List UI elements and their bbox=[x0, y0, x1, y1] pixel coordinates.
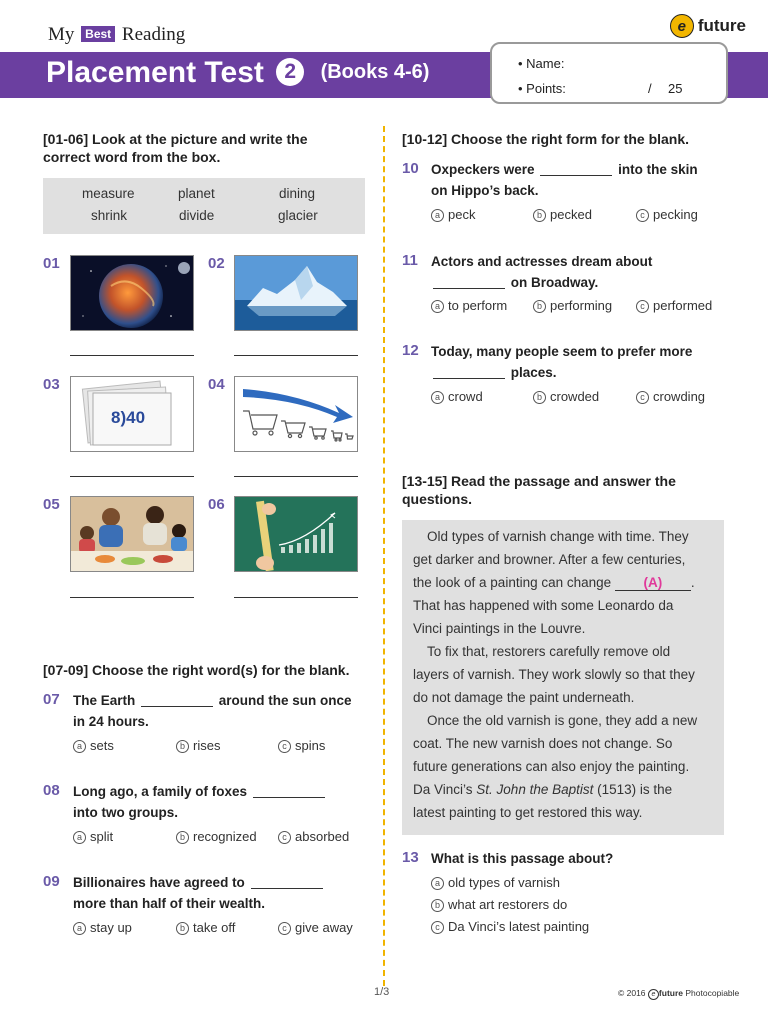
word-box-item: dining bbox=[279, 186, 316, 201]
series-logo bbox=[48, 24, 185, 46]
option-label: old types of varnish bbox=[448, 875, 561, 890]
option-mark-b-icon: b bbox=[176, 922, 189, 935]
passage-line bbox=[413, 575, 695, 591]
answer-line[interactable] bbox=[70, 597, 194, 598]
option-label: what art restorers do bbox=[448, 897, 568, 912]
option-mark-a-icon: a bbox=[73, 831, 86, 844]
option-mark-b-icon: b bbox=[533, 209, 546, 222]
option-mark-a-icon: a bbox=[73, 922, 86, 935]
option-c[interactable] bbox=[278, 829, 349, 844]
passage-line bbox=[413, 782, 672, 797]
option-mark-b-icon: b bbox=[176, 740, 189, 753]
family-dining-image bbox=[70, 496, 194, 572]
question-line: Actors and actresses dream about bbox=[431, 254, 653, 269]
question-part: on Broadway. bbox=[510, 275, 599, 290]
option-b[interactable] bbox=[431, 897, 567, 912]
planet-earth-image bbox=[70, 255, 194, 331]
option-label: spins bbox=[295, 738, 326, 753]
passage-line: Old types of varnish change with time. They bbox=[427, 529, 689, 544]
option-mark-a-icon: a bbox=[431, 300, 444, 313]
option-label: crowded bbox=[550, 389, 600, 404]
glacier-image bbox=[234, 255, 358, 331]
option-label: Da Vinci’s latest painting bbox=[448, 919, 590, 934]
question-line: more than half of their wealth. bbox=[73, 896, 266, 911]
question-text: What is this passage about? bbox=[431, 851, 614, 866]
question-part: Billionaires have agreed to bbox=[73, 875, 245, 890]
publisher-name: future bbox=[697, 16, 746, 35]
option-mark-c-icon: c bbox=[636, 209, 649, 222]
section-07-09-heading: [07-09] Choose the right word(s) for the blank. bbox=[43, 662, 350, 678]
question-number: 13 bbox=[402, 849, 419, 866]
question-number: 04 bbox=[208, 376, 225, 393]
question-text bbox=[431, 159, 698, 201]
option-label: crowding bbox=[653, 389, 706, 404]
brand-reading: Reading bbox=[121, 24, 186, 45]
option-label: take off bbox=[193, 920, 236, 935]
option-b[interactable] bbox=[176, 738, 220, 753]
option-label: sets bbox=[90, 738, 114, 753]
option-mark-b-icon: b bbox=[533, 391, 546, 404]
passage-line: get darker and browner. After a few centuries, bbox=[413, 552, 686, 567]
question-number: 06 bbox=[208, 496, 225, 513]
question-part: into the skin bbox=[618, 162, 698, 177]
heading-line: [13-15] Read the passage and answer the bbox=[402, 473, 676, 489]
question-line bbox=[431, 362, 692, 383]
option-b[interactable] bbox=[533, 389, 599, 404]
option-mark-b-icon: b bbox=[533, 300, 546, 313]
option-label: recognized bbox=[193, 829, 257, 844]
question-line bbox=[431, 272, 652, 293]
question-number: 05 bbox=[43, 496, 60, 513]
photocopiable-text: Photocopiable bbox=[685, 988, 740, 998]
answer-blank[interactable] bbox=[433, 274, 505, 289]
option-label: to perform bbox=[448, 298, 508, 313]
question-number: 01 bbox=[43, 255, 60, 272]
copyright-notice bbox=[618, 988, 739, 1000]
passage-line: To fix that, restorers carefully remove old bbox=[427, 644, 671, 659]
option-b[interactable] bbox=[533, 298, 612, 313]
option-b[interactable] bbox=[533, 207, 592, 222]
section-13-15-heading bbox=[402, 472, 676, 508]
shrinking-carts-image bbox=[234, 376, 358, 452]
word-box-item: shrink bbox=[91, 208, 128, 223]
section-10-12-heading: [10-12] Choose the right form for the blank. bbox=[402, 131, 690, 147]
option-a[interactable] bbox=[431, 207, 475, 222]
option-a[interactable] bbox=[431, 875, 560, 890]
publisher-logo bbox=[670, 14, 746, 38]
option-c[interactable] bbox=[278, 920, 353, 935]
answer-blank[interactable] bbox=[251, 874, 323, 889]
option-a[interactable] bbox=[431, 389, 483, 404]
question-number: 07 bbox=[43, 691, 60, 708]
points-label: • Points: bbox=[518, 81, 566, 96]
question-text bbox=[431, 341, 692, 383]
name-points-box bbox=[490, 42, 728, 104]
option-label: rises bbox=[193, 738, 221, 753]
question-part: Oxpeckers were bbox=[431, 162, 535, 177]
section-01-06-heading bbox=[43, 130, 308, 166]
option-a[interactable] bbox=[73, 738, 114, 753]
option-label: crowd bbox=[448, 389, 483, 404]
option-label: performing bbox=[550, 298, 613, 313]
brand-best: Best bbox=[81, 26, 115, 42]
question-part: places. bbox=[510, 365, 557, 380]
e-logo-small-icon: e bbox=[648, 989, 659, 1000]
question-text bbox=[431, 251, 652, 293]
question-line: on Hippo’s back. bbox=[431, 183, 539, 198]
question-number: 02 bbox=[208, 255, 225, 272]
option-mark-b-icon: b bbox=[431, 899, 444, 912]
option-mark-c-icon: c bbox=[636, 391, 649, 404]
question-text bbox=[73, 781, 327, 823]
question-line: Today, many people seem to prefer more bbox=[431, 344, 693, 359]
brand-my: My bbox=[48, 24, 75, 45]
blank-a bbox=[615, 575, 691, 591]
question-line: into two groups. bbox=[73, 805, 178, 820]
test-number-badge: 2 bbox=[276, 58, 304, 86]
option-label: absorbed bbox=[295, 829, 350, 844]
answer-line[interactable] bbox=[70, 476, 194, 477]
option-c[interactable] bbox=[636, 298, 712, 313]
painting-title: St. John the Baptist bbox=[476, 782, 594, 797]
points-slash: / bbox=[648, 81, 652, 96]
passage-part: the look of a painting can change bbox=[413, 575, 612, 590]
question-line bbox=[431, 159, 698, 180]
passage-line: do not damage the paint underneath. bbox=[413, 690, 635, 705]
question-number: 11 bbox=[402, 252, 418, 269]
option-mark-a-icon: a bbox=[431, 209, 444, 222]
answer-blank[interactable] bbox=[433, 364, 505, 379]
option-a[interactable] bbox=[73, 920, 132, 935]
option-label: split bbox=[90, 829, 114, 844]
e-logo-icon: e bbox=[670, 14, 694, 38]
option-label: pecking bbox=[653, 207, 698, 222]
question-number: 10 bbox=[402, 160, 419, 177]
division-text: 8)40 bbox=[111, 408, 146, 427]
passage-line: Once the old varnish is gone, they add a new bbox=[427, 713, 698, 728]
answer-line[interactable] bbox=[234, 476, 358, 477]
answer-blank[interactable] bbox=[540, 161, 612, 176]
passage-line: latest painting to get restored this way. bbox=[413, 805, 643, 820]
question-line: in 24 hours. bbox=[73, 714, 149, 729]
option-mark-c-icon: c bbox=[636, 300, 649, 313]
heading-line: correct word from the box. bbox=[43, 149, 221, 165]
option-label: stay up bbox=[90, 920, 132, 935]
option-a[interactable] bbox=[431, 298, 507, 313]
option-mark-a-icon: a bbox=[431, 877, 444, 890]
footer-publisher: future bbox=[658, 988, 684, 998]
option-b[interactable] bbox=[176, 829, 257, 844]
option-label: pecked bbox=[550, 207, 592, 222]
heading-line: questions. bbox=[402, 491, 473, 507]
word-box-item: measure bbox=[82, 186, 135, 201]
passage-line: coat. The new varnish does not change. So bbox=[413, 736, 673, 751]
answer-blank[interactable] bbox=[253, 783, 325, 798]
passage-part: . bbox=[690, 575, 695, 590]
option-label: give away bbox=[295, 920, 353, 935]
answer-line[interactable] bbox=[70, 355, 194, 356]
option-label: performed bbox=[653, 298, 713, 313]
option-mark-c-icon: c bbox=[431, 921, 444, 934]
option-mark-b-icon: b bbox=[176, 831, 189, 844]
option-c[interactable] bbox=[278, 738, 325, 753]
page-number: 1/3 bbox=[374, 986, 390, 998]
option-c[interactable] bbox=[431, 919, 589, 934]
option-mark-c-icon: c bbox=[278, 922, 291, 935]
option-c[interactable] bbox=[636, 207, 698, 222]
passage-line: That has happened with some Leonardo da bbox=[413, 598, 674, 613]
word-box-item: glacier bbox=[278, 208, 318, 223]
question-part: Long ago, a family of foxes bbox=[73, 784, 248, 799]
title-text: Placement Test bbox=[46, 56, 264, 89]
measuring-growth-chart-image bbox=[234, 496, 358, 572]
option-mark-a-icon: a bbox=[431, 391, 444, 404]
question-line bbox=[73, 872, 325, 893]
passage-line: Vinci paintings in the Louvre. bbox=[413, 621, 586, 636]
points-total: 25 bbox=[668, 81, 683, 96]
word-box-item: divide bbox=[179, 208, 215, 223]
passage-line: layers of varnish. They work slowly so that they bbox=[413, 667, 695, 682]
passage-part: Da Vinci’s bbox=[413, 782, 473, 797]
option-b[interactable] bbox=[176, 920, 235, 935]
question-number: 03 bbox=[43, 376, 60, 393]
passage-part: (1513) is the bbox=[597, 782, 673, 797]
option-mark-a-icon: a bbox=[73, 740, 86, 753]
question-number: 09 bbox=[43, 873, 60, 890]
question-number: 12 bbox=[402, 342, 419, 359]
option-label: peck bbox=[448, 207, 476, 222]
question-line bbox=[73, 781, 327, 802]
answer-line[interactable] bbox=[234, 597, 358, 598]
option-mark-c-icon: c bbox=[278, 831, 291, 844]
blank-a-label: (A) bbox=[643, 575, 663, 590]
question-text bbox=[73, 872, 325, 914]
option-c[interactable] bbox=[636, 389, 705, 404]
question-line bbox=[73, 690, 352, 711]
books-range: (Books 4-6) bbox=[320, 61, 430, 83]
question-part: The Earth bbox=[73, 693, 136, 708]
word-box-item: planet bbox=[178, 186, 215, 201]
passage-line: future generations can also enjoy the painting. bbox=[413, 759, 690, 774]
name-label: • Name: bbox=[518, 56, 565, 71]
column-divider bbox=[383, 126, 385, 986]
question-text bbox=[73, 690, 352, 732]
page-title bbox=[46, 56, 429, 90]
option-mark-c-icon: c bbox=[278, 740, 291, 753]
division-cards-image bbox=[70, 376, 194, 452]
question-number: 08 bbox=[43, 782, 60, 799]
heading-line: [01-06] Look at the picture and write the bbox=[43, 131, 308, 147]
option-a[interactable] bbox=[73, 829, 113, 844]
answer-line[interactable] bbox=[234, 355, 358, 356]
answer-blank[interactable] bbox=[141, 692, 213, 707]
copyright-text: © 2016 bbox=[618, 988, 646, 998]
question-part: around the sun once bbox=[218, 693, 352, 708]
